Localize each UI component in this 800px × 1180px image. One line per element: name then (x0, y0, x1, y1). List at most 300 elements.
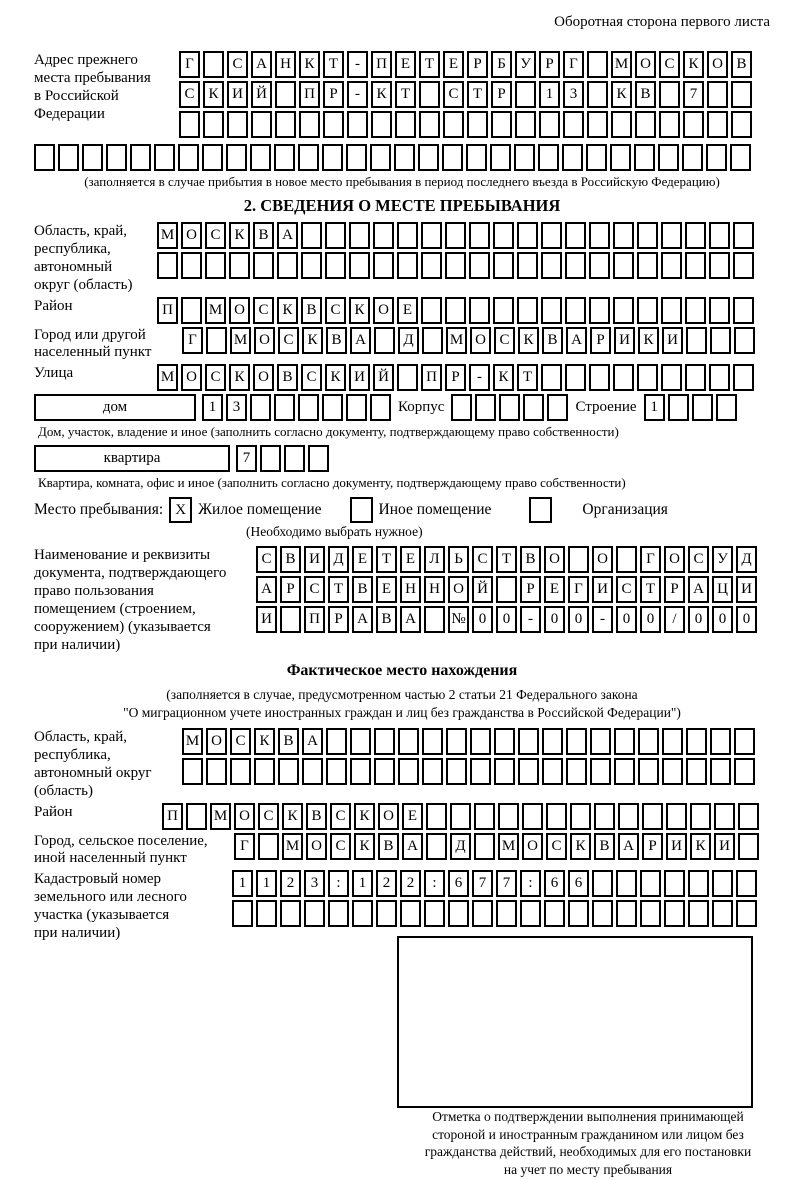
char-cell[interactable]: В (278, 728, 299, 755)
char-cell[interactable] (613, 222, 634, 249)
char-cell[interactable] (181, 297, 202, 324)
char-cell[interactable] (346, 144, 367, 171)
char-cell[interactable] (251, 111, 272, 138)
char-cell[interactable] (522, 803, 543, 830)
char-cell[interactable] (426, 803, 447, 830)
char-cell[interactable]: Р (445, 364, 466, 391)
char-cell[interactable]: Ь (448, 546, 469, 573)
char-cell[interactable] (661, 222, 682, 249)
char-cell[interactable]: С (258, 803, 279, 830)
char-cell[interactable]: Е (397, 297, 418, 324)
char-cell[interactable]: К (277, 297, 298, 324)
char-cell[interactable] (277, 252, 298, 279)
char-cell[interactable] (376, 900, 397, 927)
char-cell[interactable] (371, 111, 392, 138)
char-cell[interactable]: А (618, 833, 639, 860)
char-cell[interactable]: Т (517, 364, 538, 391)
char-cell[interactable]: И (256, 606, 277, 633)
char-cell[interactable] (298, 394, 319, 421)
char-cell[interactable]: В (731, 51, 752, 78)
char-cell[interactable]: О (522, 833, 543, 860)
char-cell[interactable]: М (157, 222, 178, 249)
char-cell[interactable]: А (302, 728, 323, 755)
char-cell[interactable] (130, 144, 151, 171)
char-cell[interactable]: Т (640, 576, 661, 603)
char-cell[interactable] (733, 297, 754, 324)
char-cell[interactable]: Л (424, 546, 445, 573)
char-cell[interactable]: 1 (644, 394, 665, 421)
char-cell[interactable] (186, 803, 207, 830)
char-cell[interactable] (373, 222, 394, 249)
char-cell[interactable] (395, 111, 416, 138)
char-cell[interactable] (589, 364, 610, 391)
char-cell[interactable] (445, 222, 466, 249)
char-cell[interactable]: И (349, 364, 370, 391)
char-cell[interactable] (419, 111, 440, 138)
char-cell[interactable] (326, 728, 347, 755)
char-cell[interactable]: И (666, 833, 687, 860)
char-cell[interactable]: В (280, 546, 301, 573)
char-cell[interactable] (179, 111, 200, 138)
char-cell[interactable]: О (234, 803, 255, 830)
char-cell[interactable] (515, 81, 536, 108)
char-cell[interactable]: П (157, 297, 178, 324)
char-cell[interactable] (520, 900, 541, 927)
char-cell[interactable] (253, 252, 274, 279)
char-cell[interactable] (206, 758, 227, 785)
char-cell[interactable] (424, 900, 445, 927)
char-cell[interactable]: Й (251, 81, 272, 108)
char-cell[interactable] (398, 728, 419, 755)
char-cell[interactable] (738, 803, 759, 830)
char-cell[interactable]: 1 (232, 870, 253, 897)
char-cell[interactable]: С (616, 576, 637, 603)
char-cell[interactable]: № (448, 606, 469, 633)
char-cell[interactable]: Й (472, 576, 493, 603)
char-cell[interactable] (546, 803, 567, 830)
char-cell[interactable] (614, 758, 635, 785)
char-cell[interactable]: С (330, 833, 351, 860)
char-cell[interactable]: О (448, 576, 469, 603)
char-cell[interactable]: М (182, 728, 203, 755)
char-cell[interactable]: : (328, 870, 349, 897)
char-cell[interactable] (714, 803, 735, 830)
char-cell[interactable] (616, 546, 637, 573)
char-cell[interactable] (592, 900, 613, 927)
char-cell[interactable] (258, 833, 279, 860)
char-cell[interactable]: Т (323, 51, 344, 78)
char-cell[interactable]: 6 (448, 870, 469, 897)
char-cell[interactable] (514, 144, 535, 171)
char-cell[interactable]: С (230, 728, 251, 755)
char-cell[interactable]: 7 (236, 445, 257, 472)
char-cell[interactable]: К (229, 222, 250, 249)
char-cell[interactable]: - (520, 606, 541, 633)
char-cell[interactable] (397, 252, 418, 279)
char-cell[interactable] (730, 144, 751, 171)
char-cell[interactable] (181, 252, 202, 279)
char-cell[interactable]: А (256, 576, 277, 603)
char-cell[interactable]: / (664, 606, 685, 633)
char-cell[interactable] (397, 222, 418, 249)
char-cell[interactable] (499, 394, 520, 421)
char-cell[interactable]: 3 (304, 870, 325, 897)
char-cell[interactable]: А (277, 222, 298, 249)
char-cell[interactable]: Т (467, 81, 488, 108)
char-cell[interactable]: 1 (539, 81, 560, 108)
char-cell[interactable]: 0 (496, 606, 517, 633)
char-cell[interactable]: В (520, 546, 541, 573)
char-cell[interactable] (538, 144, 559, 171)
char-cell[interactable]: В (277, 364, 298, 391)
char-cell[interactable]: К (493, 364, 514, 391)
char-cell[interactable]: И (714, 833, 735, 860)
char-cell[interactable] (106, 144, 127, 171)
char-cell[interactable] (446, 728, 467, 755)
char-cell[interactable]: А (566, 327, 587, 354)
char-cell[interactable] (662, 758, 683, 785)
char-cell[interactable] (690, 803, 711, 830)
char-cell[interactable] (734, 728, 755, 755)
char-cell[interactable] (709, 364, 730, 391)
char-cell[interactable]: К (690, 833, 711, 860)
char-cell[interactable]: : (424, 870, 445, 897)
char-cell[interactable] (443, 111, 464, 138)
char-cell[interactable]: 2 (400, 870, 421, 897)
char-cell[interactable] (566, 728, 587, 755)
char-cell[interactable]: Д (736, 546, 757, 573)
char-cell[interactable] (58, 144, 79, 171)
char-cell[interactable] (635, 111, 656, 138)
char-cell[interactable]: Г (179, 51, 200, 78)
char-cell[interactable]: О (373, 297, 394, 324)
char-cell[interactable] (298, 144, 319, 171)
char-cell[interactable] (692, 394, 713, 421)
char-cell[interactable] (205, 252, 226, 279)
char-cell[interactable] (517, 297, 538, 324)
char-cell[interactable] (637, 297, 658, 324)
char-cell[interactable] (422, 728, 443, 755)
char-cell[interactable]: К (282, 803, 303, 830)
char-cell[interactable] (419, 81, 440, 108)
char-cell[interactable]: 3 (226, 394, 247, 421)
char-cell[interactable] (637, 222, 658, 249)
char-cell[interactable]: Ц (712, 576, 733, 603)
char-cell[interactable] (688, 870, 709, 897)
char-cell[interactable]: 0 (712, 606, 733, 633)
char-cell[interactable]: Т (419, 51, 440, 78)
char-cell[interactable] (442, 144, 463, 171)
char-cell[interactable]: К (518, 327, 539, 354)
char-cell[interactable] (642, 803, 663, 830)
char-cell[interactable] (563, 111, 584, 138)
char-cell[interactable] (496, 576, 517, 603)
char-cell[interactable] (565, 297, 586, 324)
char-cell[interactable]: С (301, 364, 322, 391)
char-cell[interactable]: 0 (616, 606, 637, 633)
char-cell[interactable]: Н (275, 51, 296, 78)
char-cell[interactable] (422, 327, 443, 354)
char-cell[interactable] (712, 900, 733, 927)
char-cell[interactable] (638, 758, 659, 785)
char-cell[interactable] (299, 111, 320, 138)
char-cell[interactable]: Е (352, 546, 373, 573)
char-cell[interactable] (611, 111, 632, 138)
char-cell[interactable] (230, 758, 251, 785)
char-cell[interactable] (496, 900, 517, 927)
char-cell[interactable] (323, 111, 344, 138)
char-cell[interactable] (616, 900, 637, 927)
char-cell[interactable] (658, 144, 679, 171)
char-cell[interactable] (541, 364, 562, 391)
char-cell[interactable] (662, 728, 683, 755)
char-cell[interactable] (328, 900, 349, 927)
char-cell[interactable]: Г (640, 546, 661, 573)
char-cell[interactable] (157, 252, 178, 279)
char-cell[interactable]: - (347, 81, 368, 108)
char-cell[interactable] (490, 144, 511, 171)
char-cell[interactable] (610, 144, 631, 171)
char-cell[interactable] (397, 364, 418, 391)
char-cell[interactable]: К (611, 81, 632, 108)
char-cell[interactable] (614, 728, 635, 755)
char-cell[interactable]: Е (544, 576, 565, 603)
char-cell[interactable] (493, 252, 514, 279)
char-cell[interactable]: 2 (376, 870, 397, 897)
char-cell[interactable] (616, 870, 637, 897)
char-cell[interactable]: И (736, 576, 757, 603)
char-cell[interactable]: М (282, 833, 303, 860)
char-cell[interactable] (716, 394, 737, 421)
char-cell[interactable]: Е (395, 51, 416, 78)
char-cell[interactable]: Е (443, 51, 464, 78)
char-cell[interactable] (568, 900, 589, 927)
char-cell[interactable]: Р (590, 327, 611, 354)
char-cell[interactable] (542, 728, 563, 755)
char-cell[interactable] (685, 364, 706, 391)
char-cell[interactable] (517, 222, 538, 249)
char-cell[interactable] (565, 364, 586, 391)
char-cell[interactable]: Н (424, 576, 445, 603)
char-cell[interactable] (661, 297, 682, 324)
char-cell[interactable] (710, 728, 731, 755)
char-cell[interactable]: 0 (544, 606, 565, 633)
char-cell[interactable] (34, 144, 55, 171)
char-cell[interactable] (254, 758, 275, 785)
char-cell[interactable] (302, 758, 323, 785)
char-cell[interactable] (232, 900, 253, 927)
char-cell[interactable]: О (592, 546, 613, 573)
char-cell[interactable] (421, 252, 442, 279)
char-cell[interactable]: А (352, 606, 373, 633)
char-cell[interactable] (688, 900, 709, 927)
char-cell[interactable] (400, 900, 421, 927)
char-cell[interactable]: Е (400, 546, 421, 573)
char-cell[interactable]: С (688, 546, 709, 573)
char-cell[interactable]: С (205, 222, 226, 249)
char-cell[interactable] (685, 297, 706, 324)
char-cell[interactable]: О (707, 51, 728, 78)
char-cell[interactable]: 6 (544, 870, 565, 897)
char-cell[interactable]: Б (491, 51, 512, 78)
char-cell[interactable] (250, 394, 271, 421)
char-cell[interactable] (178, 144, 199, 171)
char-cell[interactable] (301, 222, 322, 249)
char-cell[interactable]: О (181, 222, 202, 249)
char-cell[interactable]: Р (328, 606, 349, 633)
char-cell[interactable]: Г (234, 833, 255, 860)
char-cell[interactable]: О (635, 51, 656, 78)
char-cell[interactable]: П (421, 364, 442, 391)
char-cell[interactable]: Г (568, 576, 589, 603)
char-cell[interactable] (466, 144, 487, 171)
char-cell[interactable] (275, 81, 296, 108)
char-cell[interactable]: 0 (472, 606, 493, 633)
char-cell[interactable] (566, 758, 587, 785)
char-cell[interactable] (394, 144, 415, 171)
char-cell[interactable]: Д (398, 327, 419, 354)
char-cell[interactable] (710, 327, 731, 354)
char-cell[interactable] (370, 394, 391, 421)
char-cell[interactable] (541, 252, 562, 279)
char-cell[interactable] (450, 803, 471, 830)
char-cell[interactable] (472, 900, 493, 927)
char-cell[interactable] (256, 900, 277, 927)
char-cell[interactable] (738, 833, 759, 860)
char-cell[interactable] (475, 394, 496, 421)
char-cell[interactable]: Т (328, 576, 349, 603)
char-cell[interactable] (448, 900, 469, 927)
char-cell[interactable] (326, 758, 347, 785)
char-cell[interactable]: 2 (280, 870, 301, 897)
char-cell[interactable]: О (254, 327, 275, 354)
char-cell[interactable] (586, 144, 607, 171)
char-cell[interactable] (418, 144, 439, 171)
char-cell[interactable]: В (376, 606, 397, 633)
char-cell[interactable]: С (304, 576, 325, 603)
char-cell[interactable]: К (302, 327, 323, 354)
char-cell[interactable] (709, 222, 730, 249)
char-cell[interactable] (685, 252, 706, 279)
char-cell[interactable]: И (614, 327, 635, 354)
char-cell[interactable] (445, 252, 466, 279)
char-cell[interactable] (518, 758, 539, 785)
char-cell[interactable] (421, 297, 442, 324)
char-cell[interactable] (250, 144, 271, 171)
char-cell[interactable] (618, 803, 639, 830)
char-cell[interactable]: О (544, 546, 565, 573)
checkbox-inoe-pomeshchenie[interactable] (350, 497, 373, 523)
char-cell[interactable] (274, 394, 295, 421)
char-cell[interactable] (541, 222, 562, 249)
char-cell[interactable] (325, 252, 346, 279)
char-cell[interactable] (322, 144, 343, 171)
char-cell[interactable] (568, 546, 589, 573)
char-cell[interactable] (640, 870, 661, 897)
char-cell[interactable] (544, 900, 565, 927)
char-cell[interactable] (659, 81, 680, 108)
char-cell[interactable] (589, 297, 610, 324)
char-cell[interactable]: 1 (352, 870, 373, 897)
char-cell[interactable]: - (592, 606, 613, 633)
char-cell[interactable]: С (659, 51, 680, 78)
char-cell[interactable] (280, 606, 301, 633)
char-cell[interactable] (565, 222, 586, 249)
char-cell[interactable] (736, 900, 757, 927)
char-cell[interactable]: И (227, 81, 248, 108)
char-cell[interactable] (370, 144, 391, 171)
char-cell[interactable]: В (306, 803, 327, 830)
char-cell[interactable] (590, 758, 611, 785)
checkbox-zhiloe-pomeshchenie[interactable]: X (169, 497, 192, 523)
char-cell[interactable] (469, 297, 490, 324)
char-cell[interactable] (686, 327, 707, 354)
char-cell[interactable]: С (256, 546, 277, 573)
char-cell[interactable] (638, 728, 659, 755)
char-cell[interactable] (731, 81, 752, 108)
char-cell[interactable] (709, 297, 730, 324)
char-cell[interactable] (182, 758, 203, 785)
char-cell[interactable] (469, 222, 490, 249)
char-cell[interactable]: П (304, 606, 325, 633)
char-cell[interactable] (203, 111, 224, 138)
char-cell[interactable]: С (205, 364, 226, 391)
char-cell[interactable] (587, 111, 608, 138)
char-cell[interactable]: У (712, 546, 733, 573)
char-cell[interactable] (352, 900, 373, 927)
char-cell[interactable]: К (254, 728, 275, 755)
char-cell[interactable] (686, 728, 707, 755)
char-cell[interactable] (498, 803, 519, 830)
char-cell[interactable] (733, 364, 754, 391)
char-cell[interactable]: О (181, 364, 202, 391)
char-cell[interactable]: А (402, 833, 423, 860)
char-cell[interactable] (539, 111, 560, 138)
char-cell[interactable] (682, 144, 703, 171)
char-cell[interactable] (301, 252, 322, 279)
char-cell[interactable]: К (354, 833, 375, 860)
char-cell[interactable] (637, 364, 658, 391)
char-cell[interactable]: К (354, 803, 375, 830)
char-cell[interactable] (446, 758, 467, 785)
char-cell[interactable]: К (371, 81, 392, 108)
char-cell[interactable] (304, 900, 325, 927)
char-cell[interactable]: С (325, 297, 346, 324)
char-cell[interactable] (445, 297, 466, 324)
char-cell[interactable]: О (229, 297, 250, 324)
char-cell[interactable] (613, 364, 634, 391)
char-cell[interactable]: Г (182, 327, 203, 354)
char-cell[interactable]: Н (400, 576, 421, 603)
char-cell[interactable] (426, 833, 447, 860)
char-cell[interactable] (350, 758, 371, 785)
char-cell[interactable]: М (205, 297, 226, 324)
char-cell[interactable] (661, 364, 682, 391)
char-cell[interactable]: О (253, 364, 274, 391)
checkbox-organizatsiya[interactable] (529, 497, 552, 523)
char-cell[interactable]: В (326, 327, 347, 354)
char-cell[interactable]: И (592, 576, 613, 603)
char-cell[interactable]: К (570, 833, 591, 860)
char-cell[interactable]: Е (376, 576, 397, 603)
char-cell[interactable] (202, 144, 223, 171)
char-cell[interactable]: Р (539, 51, 560, 78)
char-cell[interactable] (517, 252, 538, 279)
char-cell[interactable]: П (299, 81, 320, 108)
char-cell[interactable]: В (542, 327, 563, 354)
char-cell[interactable] (731, 111, 752, 138)
char-cell[interactable] (346, 394, 367, 421)
